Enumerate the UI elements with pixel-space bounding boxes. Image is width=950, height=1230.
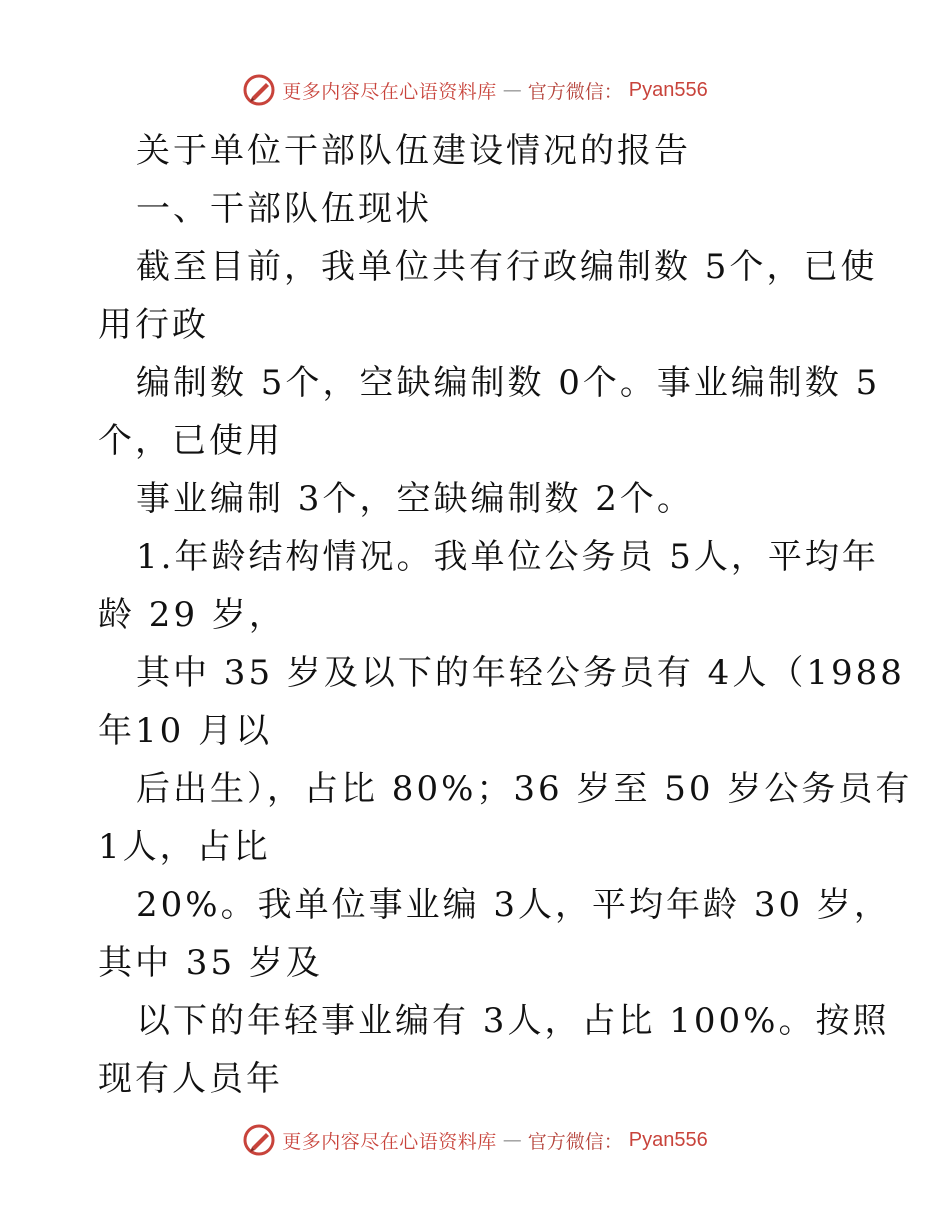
body-line: 截至目前，我单位共有行政编制数 5个，已使 (136, 247, 878, 287)
body-line: 用行政 (98, 305, 209, 345)
body-line: 龄 29 岁， (98, 595, 286, 635)
body-line: 年10 月以 (98, 711, 273, 751)
banner-dash: — (502, 79, 522, 101)
pen-logo-icon (242, 73, 276, 107)
banner-main-text: 更多内容尽在心语资料库 (282, 1130, 497, 1153)
document-title: 关于单位干部队伍建设情况的报告 (136, 131, 691, 171)
footer-banner (0, 1120, 950, 1160)
banner-official-text: 官方微信： (527, 80, 623, 103)
banner-main-text: 更多内容尽在心语资料库 (282, 80, 497, 103)
body-line: 1.年龄结构情况。我单位公务员 5人，平均年 (136, 537, 879, 577)
banner-wechat-id: Pyan556 (628, 78, 708, 101)
section-heading: 一、干部队伍现状 (136, 189, 432, 229)
body-line: 事业编制 3个，空缺编制数 2个。 (136, 479, 694, 519)
body-line: 其中 35 岁及以下的年轻公务员有 4人（1988 (136, 653, 905, 693)
header-banner (0, 70, 950, 110)
document-body (98, 122, 913, 1108)
body-line: 个，已使用 (98, 421, 283, 461)
body-line: 1人，占比 (98, 827, 271, 867)
banner-wechat-id: Pyan556 (628, 1128, 708, 1151)
body-line: 20%。我单位事业编 3人，平均年龄 30 岁， (136, 885, 891, 925)
body-line: 其中 35 岁及 (98, 943, 323, 983)
body-line: 以下的年轻事业编有 3人，占比 100%。按照 (136, 1001, 890, 1041)
banner-dash: — (502, 1129, 522, 1151)
body-line: 现有人员年 (98, 1059, 283, 1099)
pen-logo-icon (242, 1123, 276, 1157)
body-line: 后出生），占比 80%；36 岁至 50 岁公务员有 (136, 769, 913, 809)
body-line: 编制数 5个，空缺编制数 0个。事业编制数 5 (136, 363, 881, 403)
banner-official-text: 官方微信： (527, 1130, 623, 1153)
